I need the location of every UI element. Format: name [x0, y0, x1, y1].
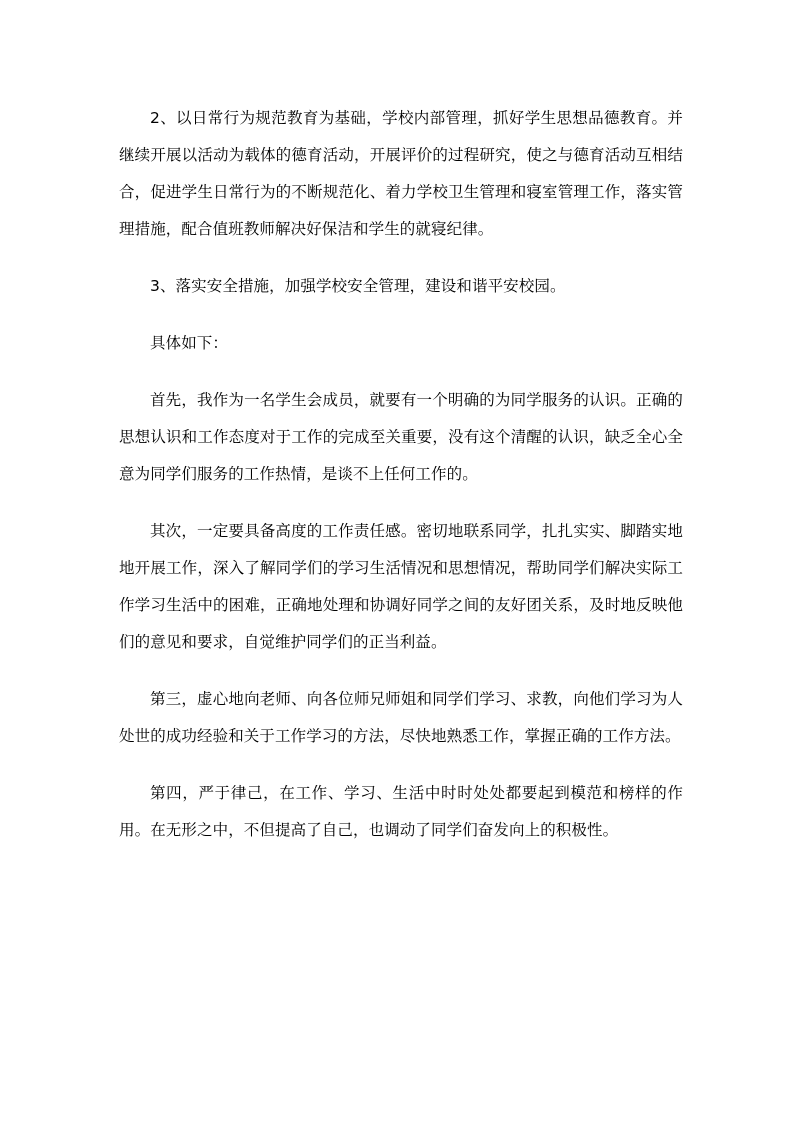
paragraph-moral-education: 2、以日常行为规范教育为基础，学校内部管理，抓好学生思想品德教育。并继续开展以活动为载体的德育活动，开展评价的过程研究，使之与德育活动互相结合，促进学生日常行为的不断规范化、着力学校卫生管理和寝室管理工作，落实管理措施，配合值班教师解决好保洁和学生的就寝纪律。	[119, 109, 683, 238]
paragraph-first-point: 首先，我作为一名学生会成员，就要有一个明确的为同学服务的认识。正确的思想认识和工作态度对于工作的完成至关重要，没有这个清醒的认识，缺乏全心全意为同学们服务的工作热情，是谈不上任何工作的。	[119, 391, 683, 483]
paragraph-safety-measures: 3、落实安全措施，加强学校安全管理，建设和谐平安校园。	[150, 277, 566, 295]
paragraph-details-intro: 具体如下：	[150, 334, 229, 352]
paragraph-third-point: 第三，虚心地向老师、向各位师兄师姐和同学们学习、求教，向他们学习为人处世的成功经验和关于工作学习的方法，尽快地熟悉工作，掌握正确的工作方法。	[119, 690, 683, 745]
document-body	[119, 100, 683, 849]
paragraph-second-point: 其次，一定要具备高度的工作责任感。密切地联系同学，扎扎实实、脚踏实地地开展工作，深入了解同学们的学习生活情况和思想情况，帮助同学们解决实际工作学习生活中的困难，正确地处理和协调好同学之间的友好团关系，及时地反映他们的意见和要求，自觉维护同学们的正当利益。	[119, 522, 683, 651]
paragraph-fourth-point: 第四，严于律己，在工作、学习、生活中时时处处都要起到模范和榜样的作用。在无形之中，不但提高了自己，也调动了同学们奋发向上的积极性。	[119, 784, 683, 839]
